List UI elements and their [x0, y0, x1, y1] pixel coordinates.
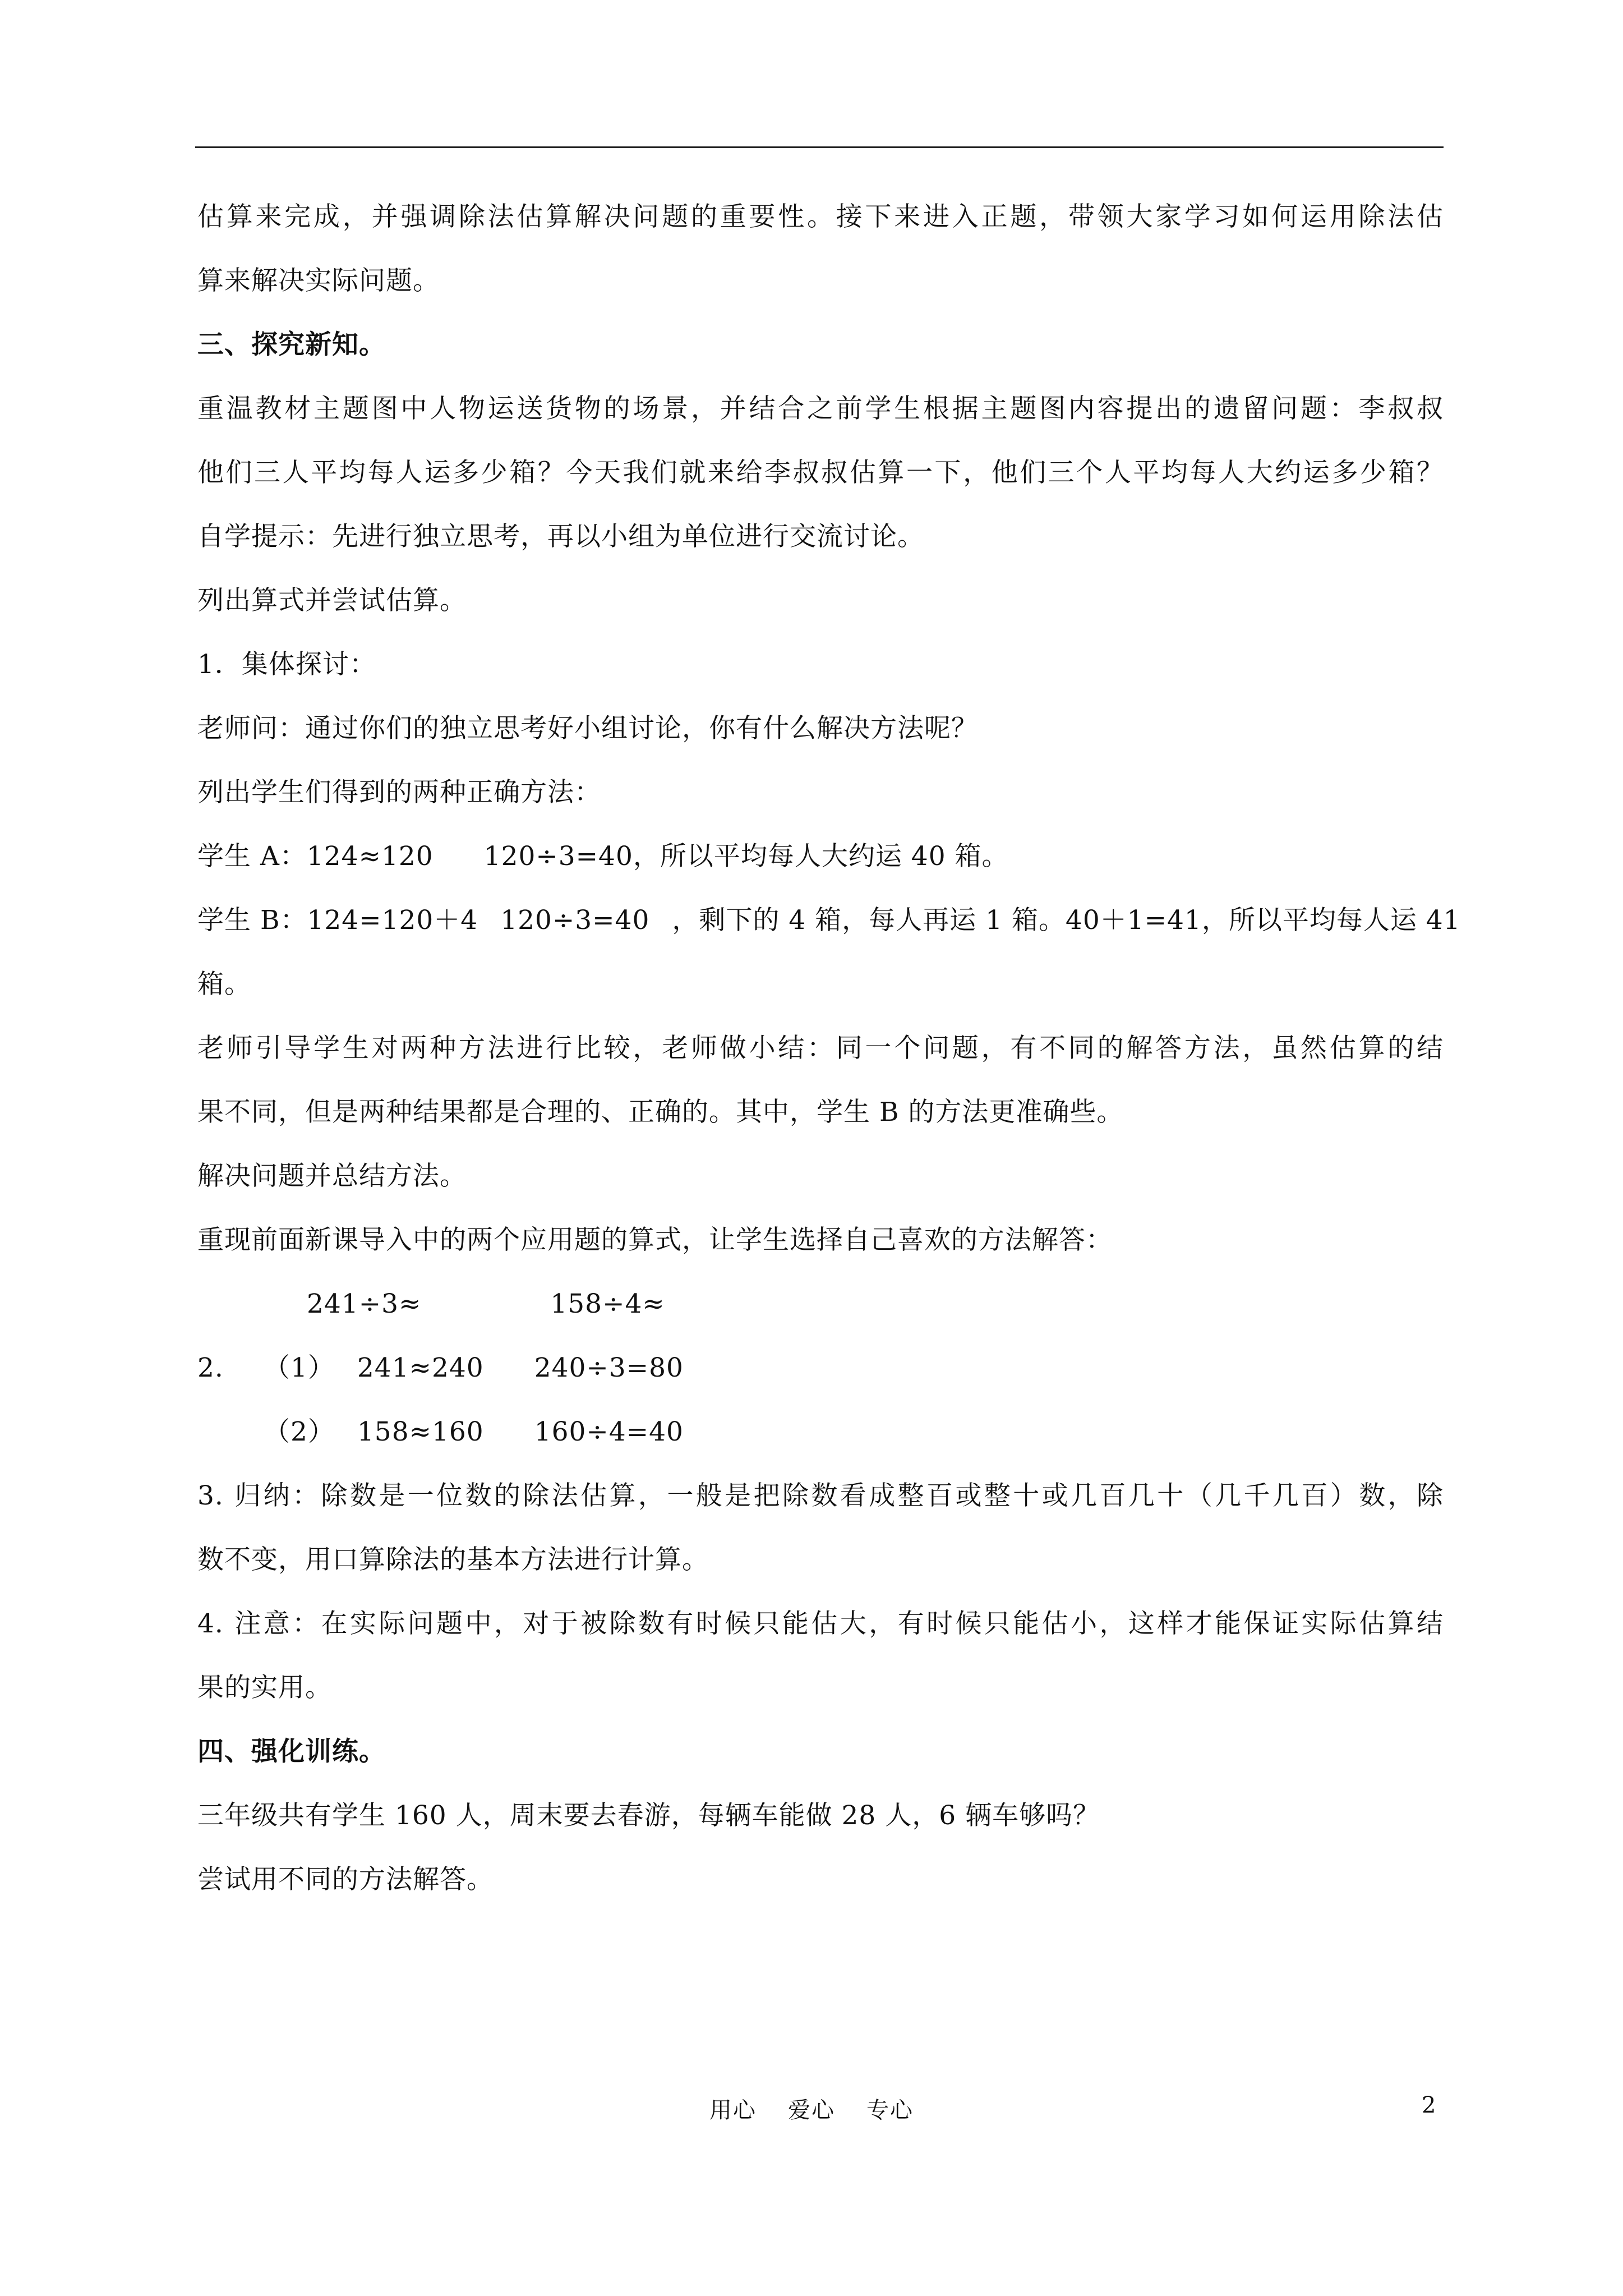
page-number: 2 — [1422, 2092, 1436, 2118]
expression-row — [197, 1272, 1444, 1336]
expression-1: 241÷3≈ — [307, 1289, 422, 1319]
section-heading-4: 四、强化训练。 — [197, 1736, 386, 1767]
section-heading-3: 三、探究新知。 — [197, 329, 386, 360]
student-a-estimate: 学生 A：124≈120 — [197, 841, 434, 872]
paragraph-line: 列出算式并尝试估算。 — [197, 585, 467, 616]
footer-motto — [0, 2092, 1623, 2124]
paragraph-line: 三年级共有学生 160 人，周末要去春游，每辆车能做 28 人，6 辆车够吗？ — [197, 1800, 1100, 1831]
list-number: 2. — [197, 1352, 224, 1383]
page-body — [197, 185, 1461, 1912]
sub-item-label: （1） — [264, 1352, 335, 1383]
footer-word: 专心 — [866, 2097, 914, 2123]
student-a-result: 120÷3=40，所以平均每人大约运 40 箱。 — [483, 841, 1009, 872]
paragraph-line: 重温教材主题图中人物运送货物的场景，并结合之前学生根据主题图内容提出的遗留问题：李叔叔 — [197, 393, 1444, 424]
expression-2: 158÷4≈ — [550, 1289, 665, 1319]
paragraph-line: 老师引导学生对两种方法进行比较，老师做小结：同一个问题，有不同的解答方法，虽然估算的结 — [197, 1033, 1444, 1064]
paragraph-line: 他们三人平均每人运多少箱？今天我们就来给李叔叔估算一下，他们三个人平均每人大约运多少箱？ — [197, 457, 1444, 488]
student-b-result: ，剩下的 4 箱，每人再运 1 箱。40＋1=41，所以平均每人运 41 — [672, 905, 1461, 936]
list-item-4: 4. 注意：在实际问题中，对于被除数有时候只能估大，有时候只能估小，这样才能保证实际估算结 — [197, 1608, 1444, 1639]
list-item-3: 3. 归纳：除数是一位数的除法估算，一般是把除数看成整百或整十或几百几十（几千几百）数，除 — [197, 1480, 1444, 1511]
paragraph-line: 算来解决实际问题。 — [197, 265, 440, 296]
paragraph-line: 果的实用。 — [197, 1672, 332, 1703]
sub-item-estimate: 158≈160 — [357, 1416, 484, 1447]
paragraph-line: 箱。 — [197, 969, 251, 1000]
sub-item-label: （2） — [264, 1416, 335, 1447]
sub-item-estimate: 241≈240 — [357, 1352, 484, 1383]
paragraph-line: 果不同，但是两种结果都是合理的、正确的。其中，学生 B 的方法更准确些。 — [197, 1097, 1124, 1128]
header-rule — [195, 146, 1444, 148]
sub-item-division: 240÷3=80 — [534, 1352, 684, 1383]
list-item-1: 1．集体探讨： — [197, 649, 376, 680]
list-item-2-sub — [197, 1400, 1444, 1464]
student-a-method — [197, 825, 1444, 889]
paragraph-line: 老师问：通过你们的独立思考好小组讨论，你有什么解决方法呢？ — [197, 713, 978, 744]
footer-word: 爱心 — [788, 2097, 835, 2123]
footer-word: 用心 — [709, 2097, 757, 2123]
student-b-division: 120÷3=40 — [500, 905, 650, 936]
paragraph-line: 解决问题并总结方法。 — [197, 1161, 467, 1191]
paragraph-line: 数不变，用口算除法的基本方法进行计算。 — [197, 1544, 709, 1575]
paragraph-line: 自学提示：先进行独立思考，再以小组为单位进行交流讨论。 — [197, 521, 924, 552]
paragraph-line: 尝试用不同的方法解答。 — [197, 1864, 494, 1895]
paragraph-line: 估算来完成，并强调除法估算解决问题的重要性。接下来进入正题，带领大家学习如何运用除法估 — [197, 201, 1444, 232]
sub-item-division: 160÷4=40 — [534, 1416, 684, 1447]
student-b-method — [197, 889, 1461, 953]
student-b-split: 学生 B：124=120＋4 — [197, 905, 478, 936]
paragraph-line: 列出学生们得到的两种正确方法： — [197, 777, 601, 808]
paragraph-line: 重现前面新课导入中的两个应用题的算式，让学生选择自己喜欢的方法解答： — [197, 1225, 1113, 1255]
list-item-2 — [197, 1336, 1444, 1400]
